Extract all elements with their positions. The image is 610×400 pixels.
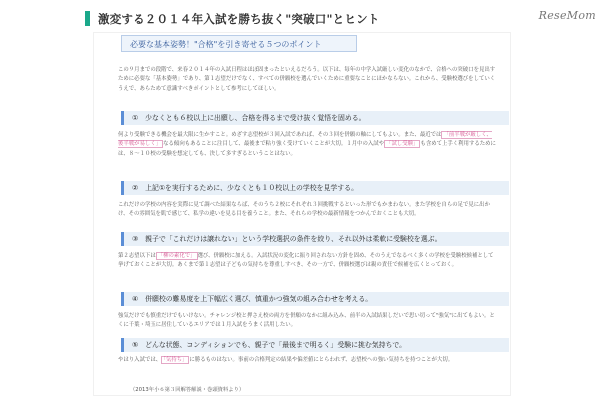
source-note: （2013年小６第３回解答解説・巻頭資料より） <box>130 387 245 393</box>
intro-paragraph: この９月までの段階で、来春２０１４年の入試日程はほぼ固まったといえるだろう。以下は、毎年の中学入試厳しい変化のなかで、合格への突破口を見出すために必要な「基本姿勢」であり、第１志望だけでなく、すべての併願校を選んでいくために重要なことにほかならない。これから、受験校選びをしていくうえで、あらためて意識すべきポイントとして参考にしてほしい。 <box>118 67 496 92</box>
point-2-body: これだけの学校の内容を実際に見て調べた結果ならば、そのうち２校にそれぞれ３回挑戦するといった形でもかまわない。また学校を自らの足で見に出かけ、その雰囲気を肌で感じて、私学の違いを見る目を養うこと。また、それらの学校の最新情報をつかんでおくことも大切。 <box>118 202 490 218</box>
point-1-highlight-1: 「前半戦が厳しく、後半戦が易しく」 <box>118 132 492 148</box>
point-5-body: やはり入試では、 「気持ち」 に勝るものはない。事前の合格判定の結果や偏差値にとらわれず、志望校への強い気持ちを持つことが大切。 <box>118 357 454 363</box>
point-4-heading: ④ 併願校の難易度を上下幅広く選び、慎重かつ強気の組み合わせを考える。 <box>121 292 509 306</box>
point-2-heading: ② 上記①を実行するために、少なくとも１０校以上の学校を見学する。 <box>121 181 509 195</box>
point-3-heading: ③ 親子で「これだけは譲れない」という学校選択の条件を絞り、それ以外は柔軟に受験校を選ぶ。 <box>121 232 509 246</box>
point-1-highlight-2: 「試し受験」 <box>386 141 419 148</box>
article-title: 激変する２０１４年入試を勝ち抜く"突破口"とヒント <box>98 11 380 26</box>
point-1-body: 何より受験できる機会を最大限に生かすこと。めざす志望校が３回入試であれば、その３回を併願の軸にしてもよい。また、最近では 「前半戦が厳しく、後半戦が易しく」 なる傾向もあることに注目して、最後まで粘り強く受けていくことが大切。１月中の入試や 「試し受験」 も含めて上手く利用するためには、８～１０校の受験を想定しても、決して多すぎるということはない。 <box>118 132 496 157</box>
section-subhead: 必要な基本姿勢！"合格"を引き寄せる５つのポイント <box>121 35 357 52</box>
point-5-heading: ⑤ どんな状態、コンディションでも、親子で「最後まで明るく」受験に挑む気持ちで。 <box>121 338 509 352</box>
point-3-highlight: 「柳の素化で」 <box>157 253 196 259</box>
point-5-highlight: 「気持ち」 <box>163 357 188 363</box>
point-4-body: 強気だけでも慎重だけでもいけない。チャレンジ校と押さえ校の両方を併願のなかに組み込み、前半の入試結果しだいで思い切って"強気"に出てもよい。とくに千葉・埼玉に居住しているエリアでは１月入試をうまく活用したい。 <box>118 313 495 329</box>
title-accent-bar <box>85 11 90 26</box>
point-1-heading: ① 少なくとも６校以上に出願し、合格を得るまで受け抜く覚悟を固める。 <box>121 111 509 125</box>
resemom-logo: ReseMom <box>538 9 596 22</box>
article-title-bar <box>85 10 379 27</box>
point-3-body: 第２志望以下は 「柳の素化で」 選び、併願校に加える。入試状況の変化に振り回されない方針を固め、そのうえでなるべく多くの学校を受験校候補として挙げておくことが大切。あくまで第１志望は子どもの気持ちを尊重しすべき、その一方で、併願校選びは親の責任で候補を広くとっておく。 <box>118 253 494 269</box>
